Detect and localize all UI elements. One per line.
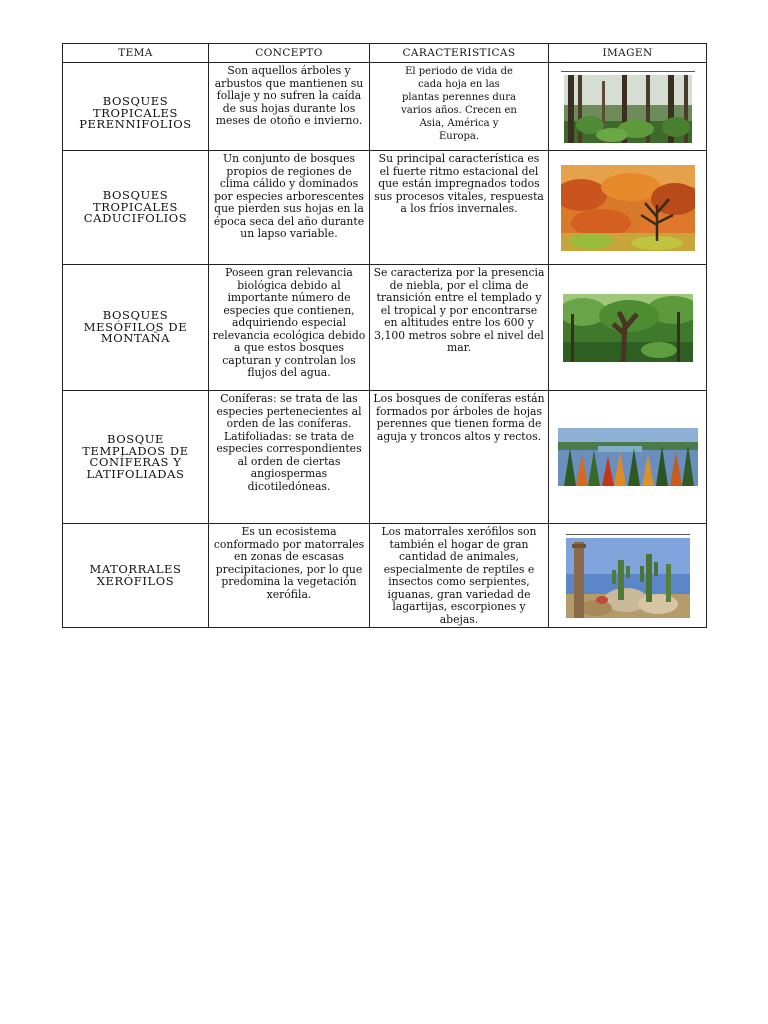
tema-cell: MATORRALES XERÓFILOS [63,524,209,628]
caracteristicas-cell: Los matorrales xerófilos son también el hogar de gran cantidad de animales, especialmente de reptiles e insectos como serpientes, iguanas, gran variedad de lagartijas, escorpiones y abejas. [370,524,549,628]
cloud-forest-photo [563,294,693,362]
caracteristicas-cell: Se caracteriza por la presencia de niebla, por el clima de transición entre el templado y el tropical y por encontrarse en altitudes entre los 600 y 3,100 metros sobre el nivel del mar. [370,265,549,391]
image-divider [561,71,695,72]
imagen-cell [549,524,707,628]
table-row [63,151,707,265]
tema-cell: BOSQUES TROPICALES PERENNIFOLIOS [63,63,209,151]
concepto-cell: Un conjunto de bosques propios de regiones de clima cálido y dominados por especies arborescentes que pierden sus hojas en la época seca del año durante un lapso variable. [209,151,370,265]
header-concepto: CONCEPTO [209,44,370,63]
imagen-cell [549,265,707,391]
desert-cactus-photo [566,538,690,618]
autumn-forest-photo [561,165,695,251]
image-divider [566,534,690,535]
forest-types-table [62,43,707,628]
evergreen-forest-photo [564,75,692,143]
caracteristicas-cell: Su principal característica es el fuerte ritmo estacional del que están impregnados todos sus procesos vitales, respuesta a los fríos invernales. [370,151,549,265]
header-caracteristicas: CARACTERISTICAS [370,44,549,63]
tema-cell: BOSQUES MESÓFILOS DE MONTAÑA [63,265,209,391]
caracteristicas-cell: El periodo de vida de cada hoja en las plantas perennes dura varios años. Crecen en Asia, América y Europa. [370,63,549,151]
concepto-cell: Son aquellos árboles y arbustos que mantienen su follaje y no sufren la caída de sus hojas durante los meses de otoño e invierno. [209,63,370,151]
header-imagen: IMAGEN [549,44,707,63]
table-row [63,63,707,151]
concepto-cell: Poseen gran relevancia biológica debido al importante número de especies que contienen, adquiriendo especial relevancia ecológica debido a que estos bosques capturan y controlan los flujos del agua. [209,265,370,391]
imagen-cell [549,151,707,265]
header-tema: TEMA [63,44,209,63]
table-row [63,265,707,391]
concepto-cell: Coníferas: se trata de las especies pertenecientes al orden de las coníferas. Latifoliadas: se trata de especies correspondientes al orden de ciertas angiospermas dicotiledóneas. [209,391,370,524]
imagen-cell [549,391,707,524]
imagen-cell [549,63,707,151]
evergreen-forest-photo-frame [561,71,695,143]
caracteristicas-cell: Los bosques de coníferas están formados por árboles de hojas perennes que tienen forma de aguja y troncos altos y rectos. [370,391,549,524]
concepto-cell: Es un ecosistema conformado por matorrales en zonas de escasas precipitaciones, por lo que predomina la vegetación xerófila. [209,524,370,628]
table-row [63,524,707,628]
tema-cell: BOSQUES TROPICALES CADUCIFOLIOS [63,151,209,265]
tema-cell: BOSQUE TEMPLADOS DE CONÍFERAS Y LATIFOLIADAS [63,391,209,524]
conifer-forest-lake-photo [558,428,698,486]
table-row [63,391,707,524]
desert-cactus-photo-frame [566,534,690,618]
table-header-row [63,44,707,63]
